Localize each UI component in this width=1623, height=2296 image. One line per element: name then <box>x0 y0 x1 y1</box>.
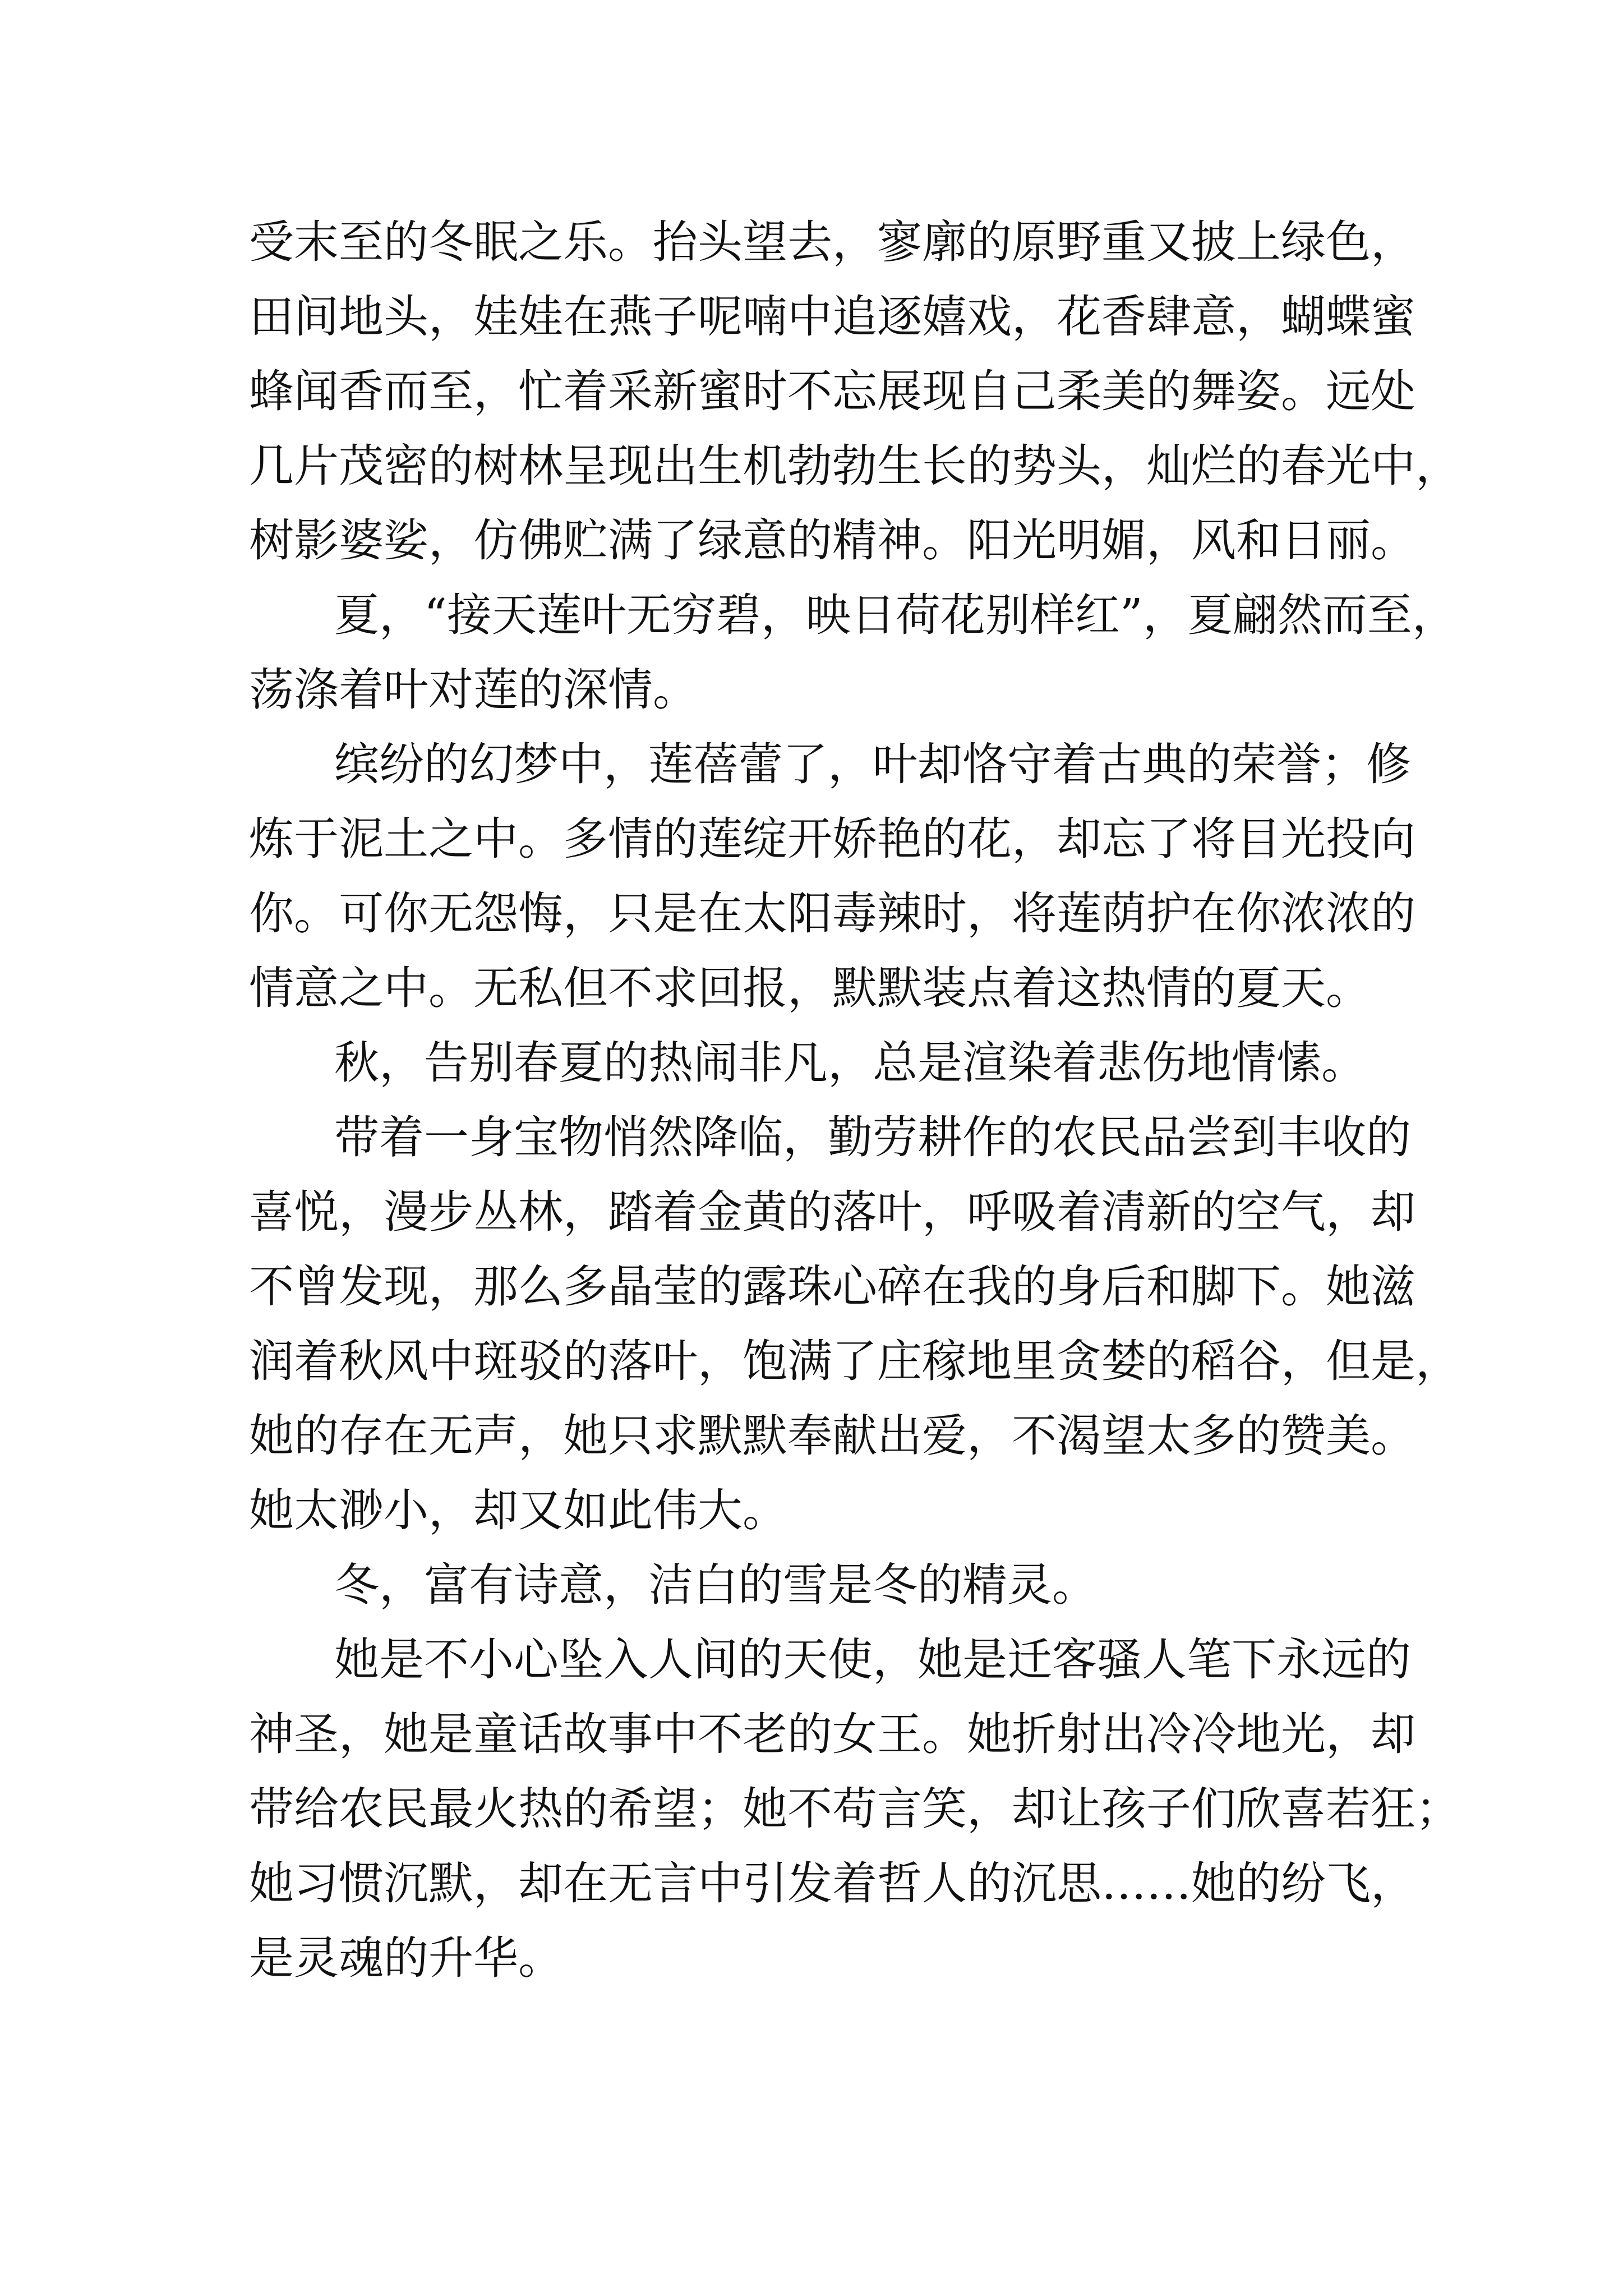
essay-body <box>249 205 1460 1995</box>
text-line: 带给农民最火热的希望；她不苟言笑，却让孩子们欣喜若狂； <box>249 1783 1460 1835</box>
text-line: 她习惯沉默，却在无言中引发着哲人的沉思……她的纷飞， <box>249 1857 1415 1910</box>
paragraph-first-line: 她是不小心坠入人间的天使，她是迁客骚人笔下永远的 <box>334 1634 1411 1686</box>
text-line: 受末至的冬眠之乐。抬头望去，寥廓的原野重又披上绿色， <box>249 216 1415 268</box>
text-line: 她的存在无声，她只求默默奉献出爱，不渴望太多的赞美。 <box>249 1410 1415 1462</box>
text-line: 情意之中。无私但不求回报，默默装点着这热情的夏天。 <box>249 962 1371 1014</box>
text-line: 田间地头，娃娃在燕子呢喃中追逐嬉戏，花香肆意，蝴蝶蜜 <box>249 291 1415 343</box>
paragraph-first-line: 缤纷的幻梦中，莲蓓蕾了，叶却恪守着古典的荣誉；修 <box>334 738 1411 790</box>
text-line: 喜悦，漫步丛林，踏着金黄的落叶，呼吸着清新的空气，却 <box>249 1186 1415 1238</box>
text-line: 荡涤着叶对莲的深情。 <box>249 664 698 716</box>
text-line: 几片茂密的树林呈现出生机勃勃生长的势头，灿烂的春光中， <box>249 440 1460 492</box>
text-line: 润着秋风中斑驳的落叶，饱满了庄稼地里贪婪的稻谷，但是， <box>249 1335 1460 1387</box>
paragraph-first-line: 秋，告别春夏的热闹非凡，总是渲染着悲伤地情愫。 <box>334 1037 1366 1089</box>
paragraph-first-line: 夏，“接天莲叶无穷碧，映日荷花别样红”，夏翩然而至， <box>334 589 1457 641</box>
text-line: 你。可你无怨悔，只是在太阳毒辣时，将莲荫护在你浓浓的 <box>249 887 1415 940</box>
text-line: 蜂闻香而至，忙着采新蜜时不忘展现自己柔美的舞姿。远处 <box>249 365 1415 417</box>
text-line: 神圣，她是童话故事中不老的女王。她折射出冷冷地光，却 <box>249 1708 1415 1760</box>
text-line: 是灵魂的升华。 <box>249 1932 563 1984</box>
text-line: 不曾发现，那么多晶莹的露珠心碎在我的身后和脚下。她滋 <box>249 1260 1415 1313</box>
text-line: 炼于泥土之中。多情的莲绽开娇艳的花，却忘了将目光投向 <box>249 813 1415 865</box>
paragraph-first-line: 冬，富有诗意，洁白的雪是冬的精灵。 <box>334 1559 1097 1611</box>
text-line: 树影婆娑，仿佛贮满了绿意的精神。阳光明媚，风和日丽。 <box>249 514 1415 567</box>
paragraph-first-line: 带着一身宝物悄然降临，勤劳耕作的农民品尝到丰收的 <box>334 1111 1411 1163</box>
text-line: 她太渺小，却又如此伟大。 <box>249 1484 787 1536</box>
